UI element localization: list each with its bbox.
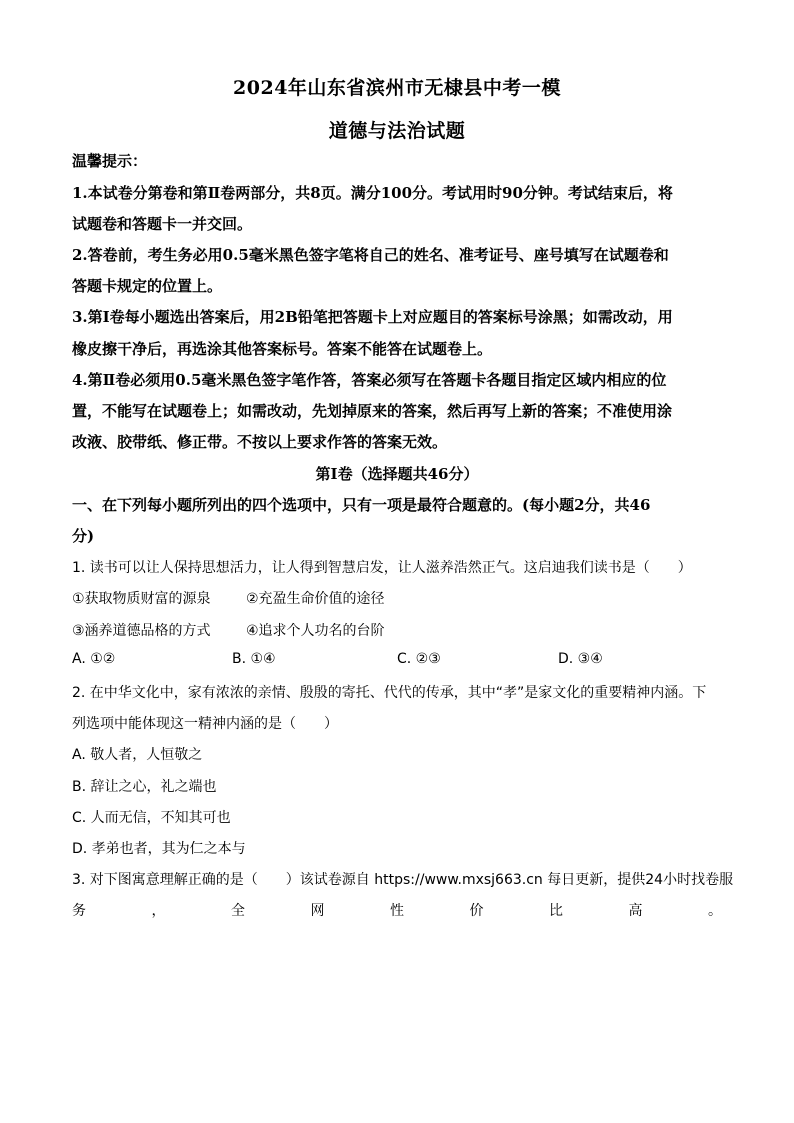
question-3-char: 。 [708, 903, 722, 919]
question-2-option-c: C. 人而无信，不知其可也 [72, 810, 231, 826]
tips-heading: 温馨提示： [72, 152, 148, 170]
question-1-option-d: D. ③④ [558, 651, 603, 667]
question-1-option-c: C. ②③ [397, 651, 441, 667]
question-3-char: 高 [628, 903, 643, 919]
question-3-stem-spread [72, 900, 722, 920]
question-3-char: 比 [549, 903, 563, 919]
tips-line: 橡皮擦干净后，再选涂其他答案标号。答案不能答在试题卷上。 [72, 340, 493, 358]
section-title: 第Ⅰ卷（选择题共46分） [315, 465, 479, 483]
question-1-item: ②充盈生命价值的途径 [246, 591, 385, 607]
question-2-option-b: B. 辞让之心，礼之端也 [72, 779, 217, 795]
question-3-char: ， [151, 903, 166, 919]
question-1-item: ④追求个人功名的台阶 [246, 623, 385, 639]
exam-title: 2024年山东省滨州市无棣县中考一模 [233, 77, 561, 99]
tips-line: 答题卡规定的位置上。 [72, 277, 223, 295]
tips-line: 4.第Ⅱ卷必须用0.5毫米黑色签字笔作答，答案必须写在答题卡各题目指定区域内相应的位 [72, 371, 667, 389]
tips-line: 3.第Ⅰ卷每小题选出答案后，用2B铅笔把答题卡上对应题目的答案标号涂黑；如需改动，用 [72, 308, 673, 326]
tips-line: 2.答卷前，考生务必用0.5毫米黑色签字笔将自己的姓名、准考证号、座号填写在试题卷和 [72, 246, 669, 264]
section-instruction: 一、在下列每小题所列出的四个选项中，只有一项是最符合题意的。(每小题2分，共46 [72, 496, 651, 514]
tips-line: 试题卷和答题卡一并交回。 [72, 215, 253, 233]
question-2-stem: 2. 在中华文化中，家有浓浓的亲情、殷殷的寄托、代代的传承，其中“孝”是家文化的重要精神内涵。下 [72, 685, 707, 701]
question-2-stem: 列选项中能体现这一精神内涵的是（ ） [72, 716, 338, 732]
tips-line: 1.本试卷分第卷和第Ⅱ卷两部分，共8页。满分100分。考试用时90分钟。考试结束后，将 [72, 184, 673, 202]
question-1-stem: 1. 读书可以让人保持思想活力，让人得到智慧启发，让人滋养浩然正气。这启迪我们读书是（ ） [72, 560, 692, 576]
question-1-option-a: A. ①② [72, 651, 116, 667]
question-3-char: 网 [310, 903, 325, 919]
question-1-item: ③涵养道德品格的方式 [72, 623, 211, 639]
question-1-item: ①获取物质财富的源泉 [72, 591, 211, 607]
tips-line: 改液、胶带纸、修正带。不按以上要求作答的答案无效。 [72, 433, 448, 451]
question-3-char: 性 [390, 903, 404, 919]
question-3-char: 务 [72, 903, 86, 919]
question-3-char: 全 [231, 903, 245, 919]
exam-subtitle: 道德与法治试题 [328, 120, 466, 142]
question-3-stem: 3. 对下图寓意理解正确的是（ ）该试卷源自 https://www.mxsj663.cn 每日更新，提供24小时找卷服 [72, 872, 734, 888]
question-2-option-a: A. 敬人者，人恒敬之 [72, 747, 203, 763]
section-instruction: 分) [72, 527, 95, 545]
question-2-option-d: D. 孝弟也者，其为仁之本与 [72, 841, 246, 857]
question-3-char: 价 [469, 903, 484, 919]
question-1-option-b: B. ①④ [232, 651, 276, 667]
tips-line: 置，不能写在试题卷上；如需改动，先划掉原来的答案，然后再写上新的答案；不准使用涂 [72, 402, 673, 420]
